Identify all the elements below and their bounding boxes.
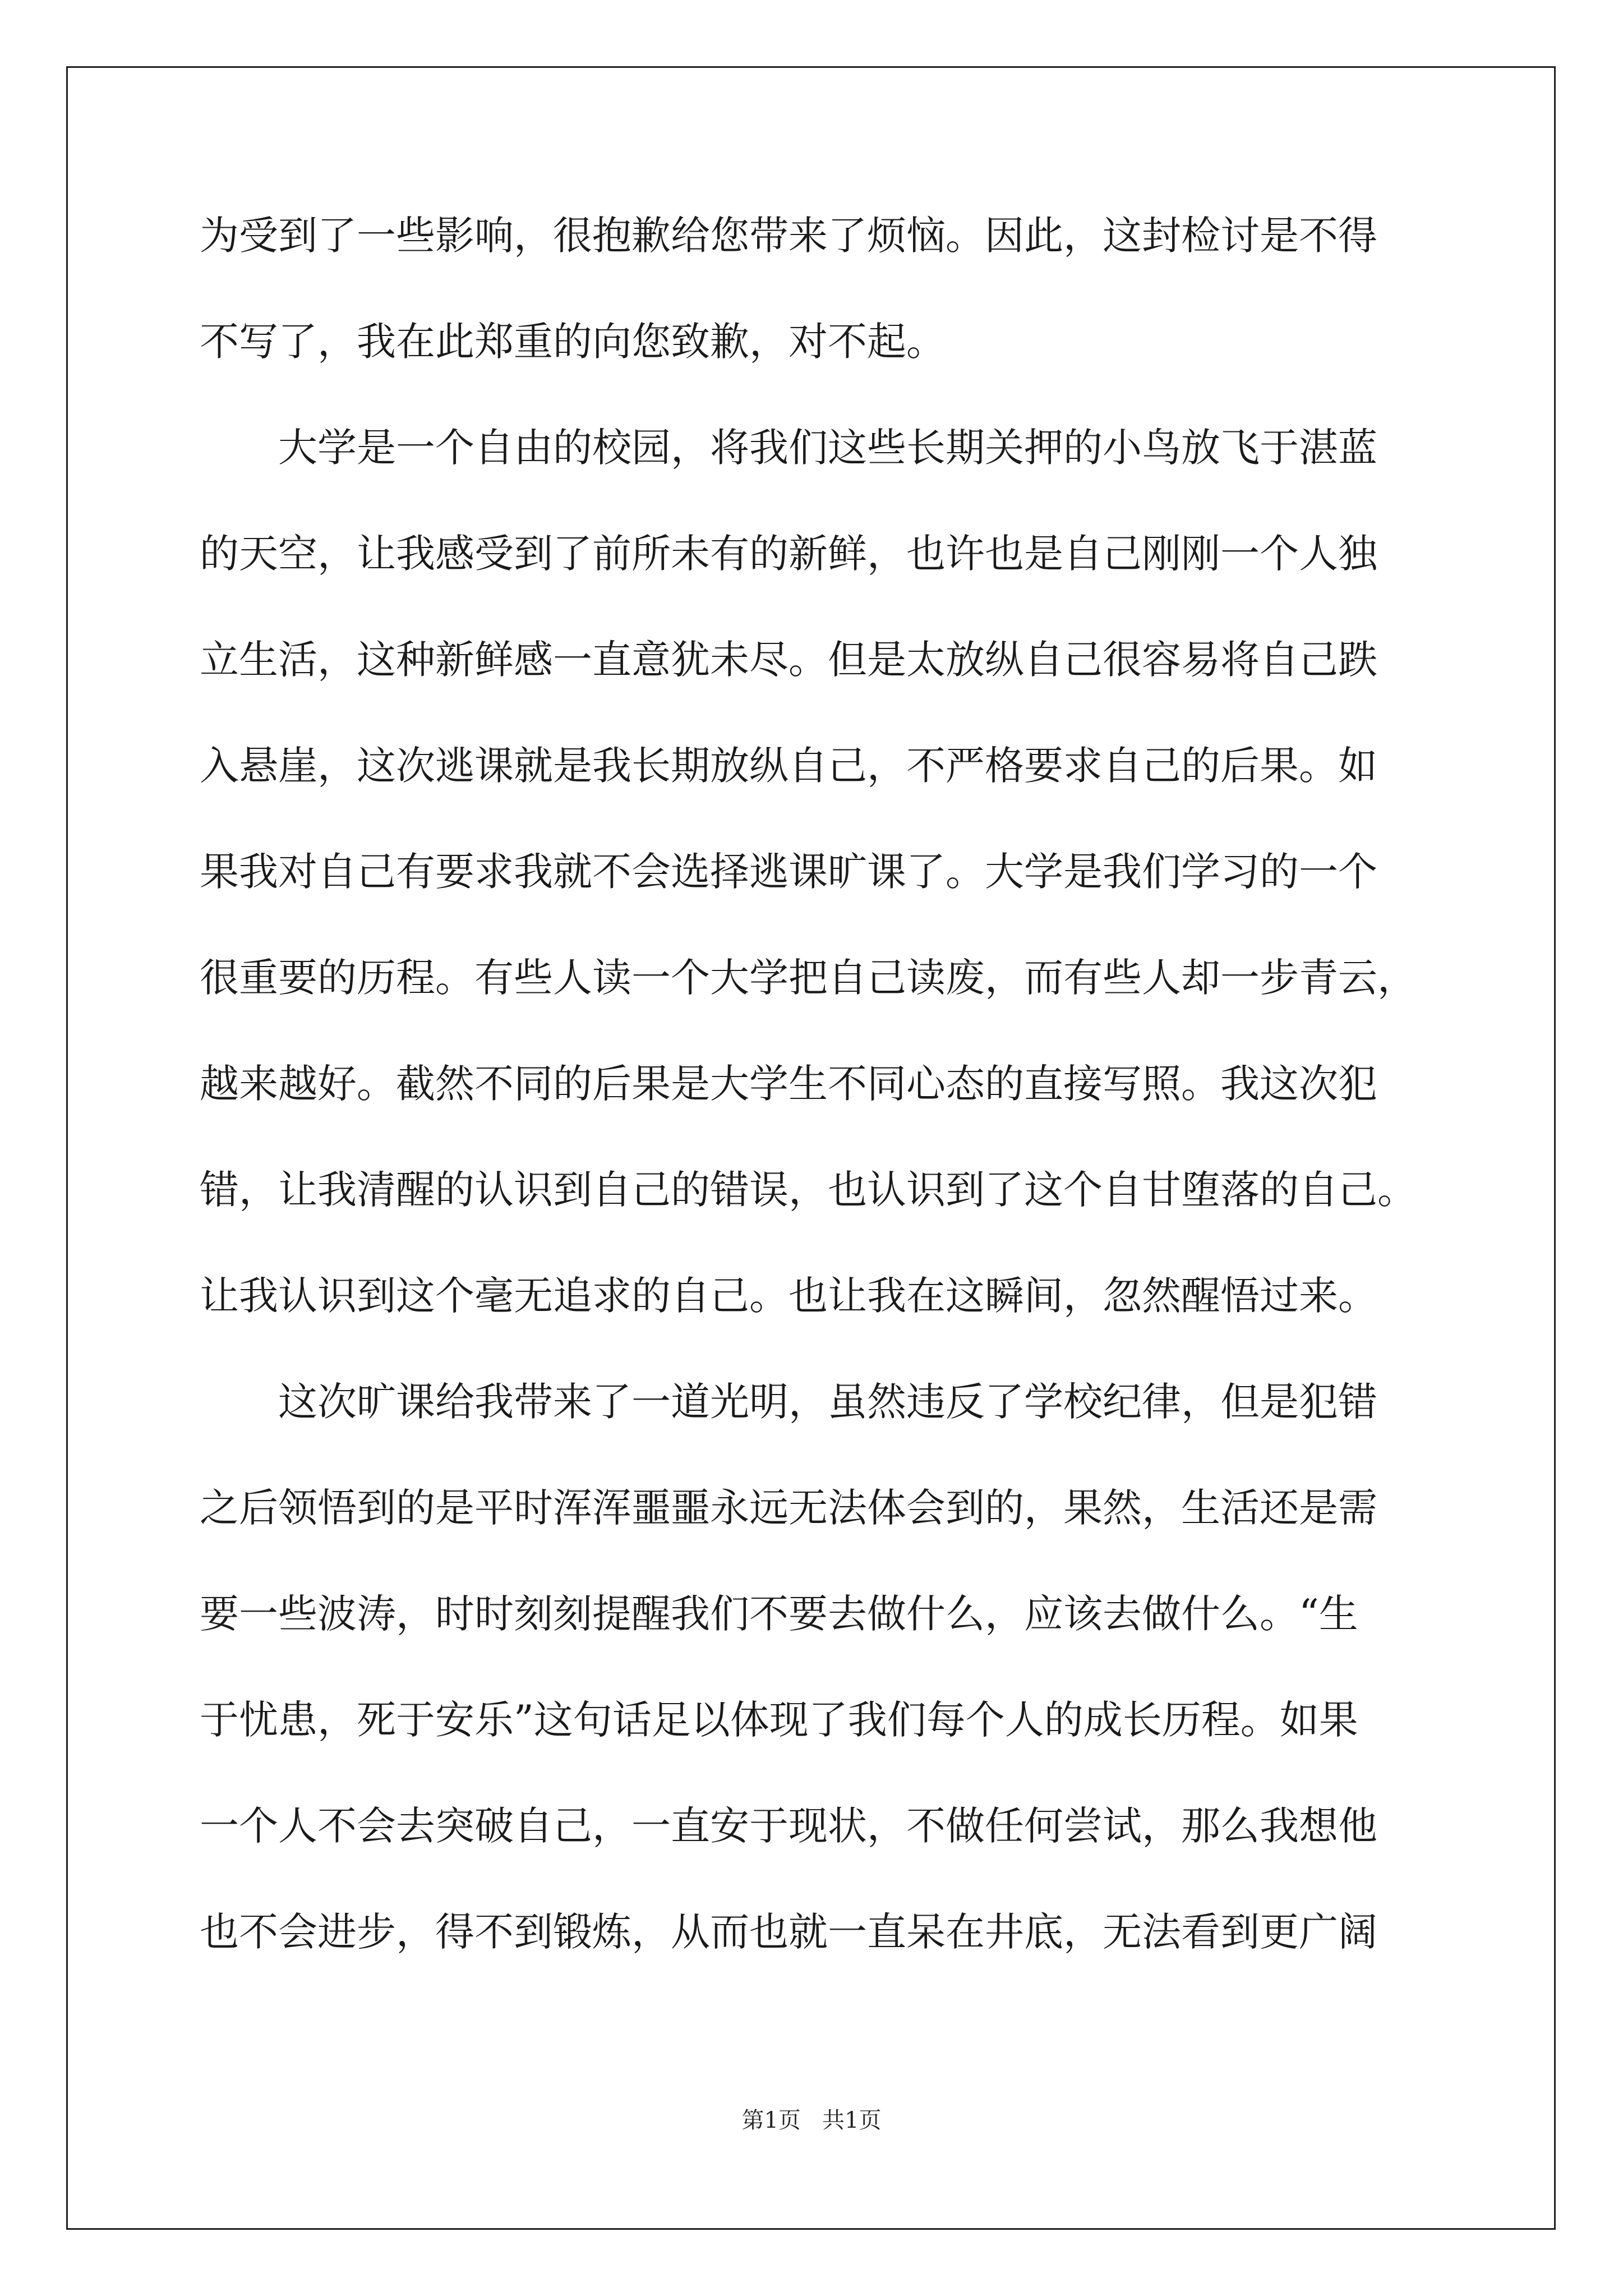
text-line: 越来越好。截然不同的后果是大学生不同心态的直接写照。我这次犯: [200, 1061, 1377, 1107]
text-line: 很重要的历程。有些人读一个大学把自己读废，而有些人却一步青云，: [200, 955, 1417, 1001]
page-number-footer: 第1页 共1页: [741, 2108, 882, 2133]
paragraph-start-line: 大学是一个自由的校园，将我们这些长期关押的小鸟放飞于湛蓝: [278, 425, 1377, 471]
text-line: 入悬崖，这次逃课就是我长期放纵自己，不严格要求自己的后果。如: [200, 743, 1377, 789]
text-line: 于忧患，死于安乐”这句话足以体现了我们每个人的成长历程。如果: [200, 1697, 1358, 1743]
paragraph-start-line: 这次旷课给我带来了一道光明，虽然违反了学校纪律，但是犯错: [278, 1379, 1377, 1425]
text-line: 一个人不会去突破自己，一直安于现状，不做任何尝试，那么我想他: [200, 1803, 1377, 1849]
document-body: [200, 213, 1433, 2018]
text-line: 也不会进步，得不到锻炼，从而也就一直呆在井底，无法看到更广阔: [200, 1909, 1377, 1955]
text-line: 果我对自己有要求我就不会选择逃课旷课了。大学是我们学习的一个: [200, 849, 1377, 895]
text-line: 要一些波涛，时时刻刻提醒我们不要去做什么，应该去做什么。“生: [200, 1591, 1358, 1637]
text-line: 为受到了一些影响，很抱歉给您带来了烦恼。因此，这封检讨是不得: [200, 213, 1377, 259]
text-line: 立生活，这种新鲜感一直意犹未尽。但是太放纵自己很容易将自己跌: [200, 637, 1377, 683]
text-line: 让我认识到这个毫无追求的自己。也让我在这瞬间，忽然醒悟过来。: [200, 1273, 1377, 1319]
text-line: 的天空，让我感受到了前所未有的新鲜，也许也是自己刚刚一个人独: [200, 531, 1377, 577]
text-line: 错，让我清醒的认识到自己的错误，也认识到了这个自甘堕落的自己。: [200, 1167, 1417, 1213]
text-line: 之后领悟到的是平时浑浑噩噩永远无法体会到的，果然，生活还是需: [200, 1485, 1377, 1531]
text-line: 不写了，我在此郑重的向您致歉，对不起。: [200, 319, 946, 365]
